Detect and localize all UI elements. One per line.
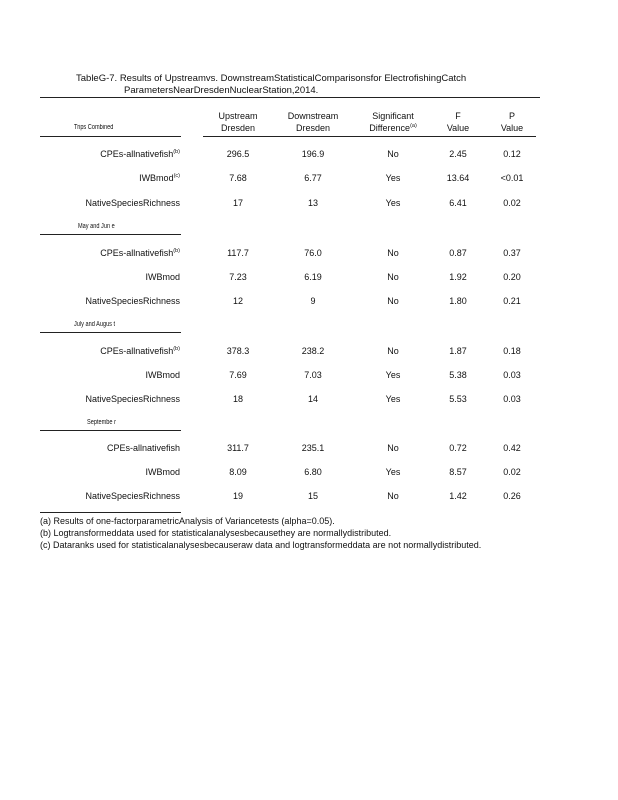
header-rule	[203, 136, 536, 137]
significant-cell: Yes	[385, 467, 401, 477]
param-cell: CPEs-allnativefish	[106, 443, 180, 453]
p-value-cell: 0.37	[503, 248, 521, 258]
p-value-cell: 0.42	[503, 443, 521, 453]
f-value-cell: 5.38	[449, 370, 467, 380]
table-row	[0, 467, 618, 481]
significant-cell: Yes	[385, 198, 401, 208]
param-cell: IWBmod	[145, 370, 180, 380]
downstream-cell: 6.77	[304, 173, 322, 183]
f-value-cell: 5.53	[449, 394, 467, 404]
downstream-cell: 15	[307, 491, 318, 501]
table-row	[0, 198, 618, 212]
significant-cell: Yes	[385, 370, 401, 380]
param-cell: IWBmod$^{(c)}$	[139, 173, 180, 183]
param-cell: NativeSpeciesRichness	[85, 198, 180, 208]
upstream-cell: 378.3	[226, 346, 250, 356]
footnote-c: (c) Dataranks used for statisticalanalysesbecauseraw data and logtransformeddata are not normallydistributed.	[40, 540, 482, 550]
header-significant: Significant Difference$^{(a)}$	[369, 111, 417, 133]
param-cell: CPEs-allnativefish$^{(b)}$	[100, 346, 180, 356]
f-value-cell: 0.87	[449, 248, 467, 258]
p-value-cell: 0.18	[503, 346, 521, 356]
param-cell: CPEs-allnativefish$^{(b)}$	[100, 248, 180, 258]
downstream-cell: 6.19	[304, 272, 322, 282]
p-value-cell: 0.21	[503, 296, 521, 306]
significant-cell: No	[387, 272, 399, 282]
table-row	[0, 394, 618, 408]
significant-cell: No	[387, 346, 399, 356]
param-cell: NativeSpeciesRichness	[85, 491, 180, 501]
significant-cell: No	[387, 149, 399, 159]
f-value-cell: 0.72	[449, 443, 467, 453]
footnote-rule	[40, 512, 181, 513]
upstream-cell: 296.5	[226, 149, 250, 159]
upstream-cell: 7.23	[229, 272, 247, 282]
downstream-cell: 76.0	[304, 248, 322, 258]
significant-cell: Yes	[385, 394, 401, 404]
significant-cell: No	[387, 248, 399, 258]
significant-cell: No	[387, 296, 399, 306]
title-rule	[40, 97, 540, 98]
f-value-cell: 1.80	[449, 296, 467, 306]
footnote-a: (a) Results of one-factorparametricAnalysis of Variancetests (alpha=0.05).	[40, 516, 335, 526]
table-row	[0, 272, 618, 286]
group-label-july-august: July and Augus t	[74, 321, 116, 328]
group-rule-1	[40, 234, 181, 235]
header-downstream: Downstream Dresden	[287, 111, 339, 133]
significant-cell: No	[387, 491, 399, 501]
header-f-value: F Value	[446, 111, 470, 133]
significant-cell: No	[387, 443, 399, 453]
param-cell: NativeSpeciesRichness	[85, 394, 180, 404]
table-title-line-2: ParametersNearDresdenNuclearStation,2014.	[124, 85, 319, 96]
group-label-september: Septembe r	[87, 419, 116, 426]
downstream-cell: 7.03	[304, 370, 322, 380]
table-row	[0, 370, 618, 384]
table-row	[0, 443, 618, 457]
group-label-may-june: May and Jun e	[78, 223, 115, 230]
f-value-cell: 6.41	[449, 198, 467, 208]
upstream-cell: 18	[232, 394, 243, 404]
upstream-cell: 311.7	[227, 443, 249, 453]
upstream-cell: 7.69	[229, 370, 247, 380]
p-value-cell: 0.03	[503, 394, 521, 404]
significant-cell: Yes	[385, 173, 401, 183]
upstream-cell: 17	[232, 198, 243, 208]
param-cell: IWBmod	[145, 467, 180, 477]
p-value-cell: 0.02	[503, 198, 521, 208]
p-value-cell: 0.02	[503, 467, 521, 477]
downstream-cell: 238.2	[301, 346, 325, 356]
upstream-cell: 7.68	[229, 173, 247, 183]
p-value-cell: 0.03	[503, 370, 521, 380]
downstream-cell: 235.1	[301, 443, 325, 453]
table-row	[0, 248, 618, 262]
header-upstream: Upstream Dresden	[218, 111, 258, 133]
table-row	[0, 173, 618, 187]
p-value-cell: 0.20	[503, 272, 521, 282]
f-value-cell: 1.42	[449, 491, 467, 501]
f-value-cell: 1.87	[449, 346, 467, 356]
group-rule-3	[40, 430, 181, 431]
f-value-cell: 13.64	[446, 173, 470, 183]
table-row	[0, 346, 618, 360]
header-p-value: P Value	[500, 111, 524, 133]
upstream-cell: 117.7	[227, 248, 249, 258]
param-cell: IWBmod	[145, 272, 180, 282]
group-label-trips-combined: Trips Combined	[74, 124, 114, 131]
upstream-cell: 12	[232, 296, 243, 306]
p-value-cell: 0.26	[503, 491, 521, 501]
f-value-cell: 1.92	[449, 272, 467, 282]
downstream-cell: 9	[310, 296, 316, 306]
p-value-cell: <0.01	[500, 173, 524, 183]
table-title-line-1: TableG-7. Results of Upstreamvs. DownstreamStatisticalComparisonsfor ElectrofishingCatch	[76, 73, 467, 84]
p-value-cell: 0.12	[503, 149, 521, 159]
downstream-cell: 13	[307, 198, 318, 208]
f-value-cell: 8.57	[449, 467, 467, 477]
param-cell: CPEs-allnativefish$^{(b)}$	[100, 149, 180, 159]
footnote-b: (b) Logtransformeddata used for statisticalanalysesbecausethey are normallydistributed.	[40, 528, 392, 538]
table-row	[0, 491, 618, 505]
group-rule-2	[40, 332, 181, 333]
downstream-cell: 196.9	[301, 149, 325, 159]
f-value-cell: 2.45	[449, 149, 467, 159]
upstream-cell: 8.09	[229, 467, 247, 477]
table-row	[0, 149, 618, 163]
param-cell: NativeSpeciesRichness	[85, 296, 180, 306]
group-rule-0	[40, 136, 181, 137]
downstream-cell: 6.80	[304, 467, 322, 477]
upstream-cell: 19	[232, 491, 243, 501]
table-row	[0, 296, 618, 310]
downstream-cell: 14	[307, 394, 318, 404]
